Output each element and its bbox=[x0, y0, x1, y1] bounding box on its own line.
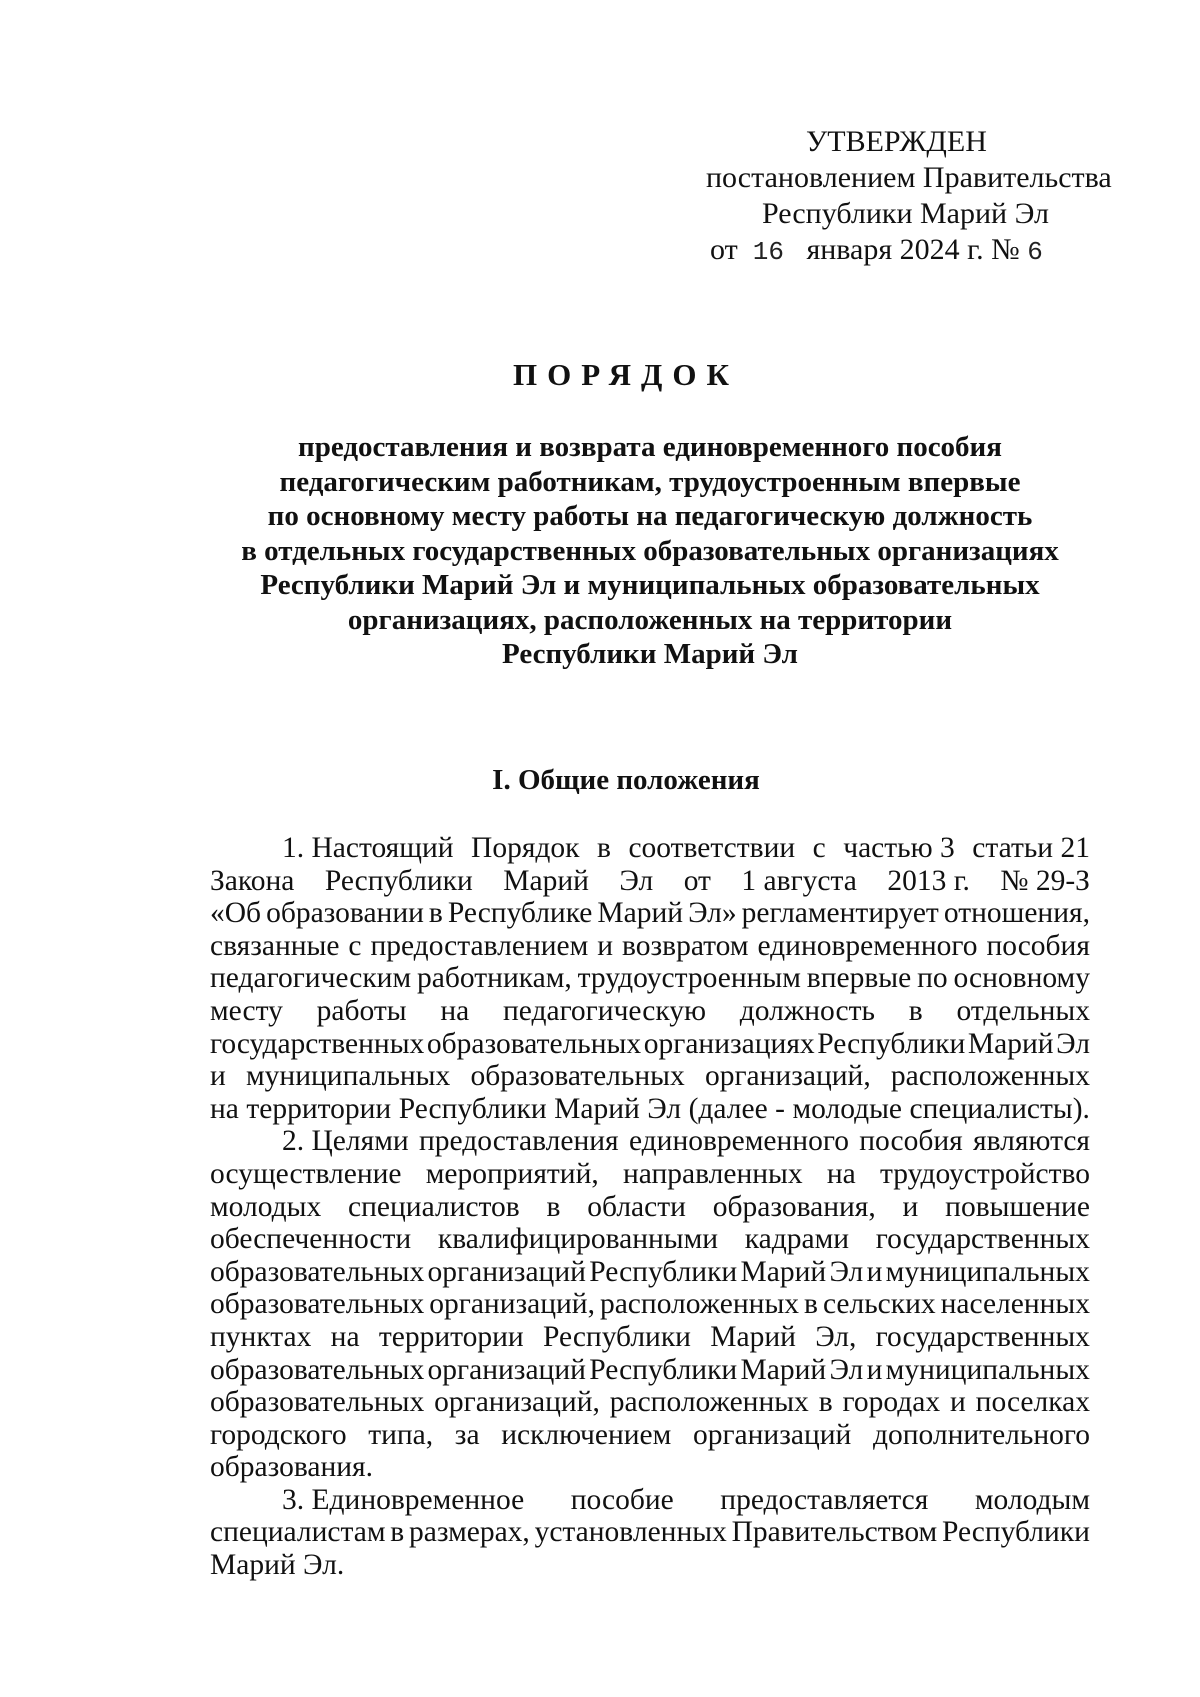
body-word: Эл» bbox=[688, 897, 737, 930]
body-word: пособия bbox=[986, 929, 1090, 962]
body-word: Марий Эл. bbox=[210, 1549, 345, 1582]
body-word: Правительством bbox=[731, 1516, 938, 1549]
body-word: Марий bbox=[597, 897, 684, 930]
body-word: населенных bbox=[940, 1288, 1090, 1321]
body-word: организаций bbox=[427, 1255, 586, 1288]
body-word: специалистам bbox=[210, 1516, 386, 1549]
subtitle-line: в отдельных государственных образовательных организациях bbox=[241, 534, 1059, 567]
body-word: Республики bbox=[941, 1516, 1090, 1549]
body-word: по bbox=[917, 962, 948, 995]
body-word: трудоустроенным bbox=[577, 962, 801, 995]
body-word: направленных bbox=[622, 1157, 803, 1190]
subtitle-line: Республики Марий Эл bbox=[502, 638, 798, 670]
body-word: кадрами bbox=[744, 1223, 850, 1256]
body-line bbox=[210, 1419, 1090, 1452]
body-line bbox=[210, 930, 1090, 963]
body-line bbox=[210, 1191, 1090, 1224]
approval-day: 16 bbox=[752, 237, 784, 267]
body-word: в bbox=[597, 832, 611, 864]
body-word: 1 августа bbox=[741, 864, 857, 897]
body-word: работникам, bbox=[417, 962, 572, 995]
body-word: типа, bbox=[368, 1418, 434, 1451]
body-word: отдельных bbox=[956, 994, 1090, 1027]
body-word: педагогическим bbox=[210, 962, 412, 995]
body-word: повышение bbox=[945, 1190, 1090, 1223]
body-line bbox=[210, 1451, 1090, 1484]
body-word: на bbox=[440, 994, 470, 1027]
approval-heading: УТВЕРЖДЕН bbox=[806, 125, 987, 158]
body-word: Марий bbox=[503, 864, 589, 897]
body-word: образовательных bbox=[426, 1027, 642, 1060]
body-word: и bbox=[866, 1353, 883, 1386]
body-word: установленных bbox=[534, 1516, 727, 1549]
body-word: образовании bbox=[266, 897, 424, 930]
body-word: расположенных bbox=[609, 1386, 809, 1419]
body-line bbox=[210, 1549, 1090, 1582]
body-word: области bbox=[587, 1190, 686, 1223]
body-word: государственных bbox=[875, 1223, 1090, 1256]
body-word: Эл bbox=[619, 864, 654, 897]
body-word: Республики bbox=[398, 1092, 547, 1125]
body-word: - bbox=[775, 1092, 785, 1125]
body-word: Эл bbox=[829, 1353, 864, 1386]
body-word: Марий bbox=[740, 1255, 827, 1288]
body-word: возвратом bbox=[622, 929, 749, 962]
body-word: Эл, bbox=[815, 1320, 857, 1353]
body-word: предоставления bbox=[418, 1125, 619, 1158]
body-word: пособия bbox=[859, 1125, 963, 1158]
document-subtitle bbox=[210, 430, 1090, 672]
body-word: Закона bbox=[210, 864, 295, 897]
body-line bbox=[210, 995, 1090, 1028]
body-word: организаций, bbox=[434, 1386, 600, 1419]
body-line bbox=[210, 962, 1090, 995]
body-line bbox=[210, 1484, 1090, 1517]
body-word: в bbox=[818, 1386, 833, 1419]
subtitle-line: предоставления и возврата единовременного пособия bbox=[298, 431, 1002, 463]
subtitle-line: по основному месту работы на педагогическую должность bbox=[267, 500, 1033, 532]
body-word: Республики bbox=[324, 864, 473, 897]
body-word: территории bbox=[378, 1320, 524, 1353]
body-word: дополнительного bbox=[872, 1418, 1090, 1451]
body-word: образовательных bbox=[210, 1255, 425, 1288]
body-word: расположенных bbox=[890, 1060, 1090, 1093]
body-word: предоставляется bbox=[720, 1483, 929, 1516]
body-word: образования. bbox=[210, 1451, 373, 1484]
body-word: квалифицированными bbox=[437, 1223, 719, 1256]
body-word: частью 3 bbox=[843, 832, 955, 864]
subtitle-line: организациях, расположенных на территории bbox=[347, 603, 953, 636]
body-word: и bbox=[597, 929, 614, 962]
body-line bbox=[210, 1093, 1090, 1126]
body-word: единовременного bbox=[628, 1125, 849, 1158]
body-word: впервые bbox=[806, 962, 912, 995]
body-word: осуществление bbox=[210, 1157, 402, 1190]
body-word: предоставлением bbox=[370, 929, 589, 962]
body-line bbox=[210, 832, 1090, 865]
body-word: Марий bbox=[710, 1320, 796, 1353]
body-word: организациях bbox=[643, 1027, 815, 1060]
body-word: 3. Единовременное bbox=[282, 1483, 525, 1516]
body-line bbox=[210, 897, 1090, 930]
body-word: городского bbox=[210, 1418, 347, 1451]
body-word: специалистов bbox=[348, 1190, 520, 1223]
approval-date-line bbox=[690, 232, 1110, 270]
body-word: образовательных bbox=[210, 1353, 425, 1386]
body-word: образования, bbox=[712, 1190, 876, 1223]
body-word: 2. Целями bbox=[282, 1125, 409, 1158]
section-heading: I. Общие положения bbox=[492, 764, 760, 796]
body-line bbox=[210, 1256, 1090, 1289]
body-line bbox=[210, 865, 1090, 898]
body-word: педагогическую bbox=[502, 994, 707, 1027]
approval-stamp bbox=[690, 124, 1110, 270]
body-line bbox=[210, 1386, 1090, 1419]
body-word: пунктах bbox=[210, 1320, 312, 1353]
body-word: и bbox=[210, 1060, 226, 1093]
body-word: являются bbox=[973, 1125, 1090, 1158]
approval-decree-line: постановлением Правительства bbox=[706, 161, 1112, 194]
body-word: в bbox=[804, 1288, 818, 1321]
body-line bbox=[210, 1288, 1090, 1321]
body-word: муниципальных bbox=[246, 1060, 451, 1093]
body-word: основному bbox=[953, 962, 1090, 995]
body-word: организаций bbox=[427, 1353, 586, 1386]
body-word: и bbox=[950, 1386, 966, 1419]
body-word: организаций bbox=[692, 1418, 852, 1451]
body-word: трудоустройство bbox=[879, 1157, 1090, 1190]
body-text bbox=[210, 832, 1090, 1582]
body-word: единовременного bbox=[757, 929, 978, 962]
body-word: «Об bbox=[210, 897, 262, 930]
body-word: Республики bbox=[589, 1353, 738, 1386]
body-word: организаций, bbox=[704, 1060, 871, 1093]
body-word: соответствии bbox=[628, 832, 796, 864]
body-word: организаций, bbox=[429, 1288, 595, 1321]
body-word: Республики bbox=[589, 1255, 738, 1288]
body-word: Марий bbox=[740, 1353, 827, 1386]
body-word: поселках bbox=[975, 1386, 1090, 1419]
body-word: Республике bbox=[447, 897, 593, 930]
body-word: в bbox=[428, 897, 443, 930]
body-word: и bbox=[902, 1190, 919, 1223]
body-word: Эл bbox=[647, 1092, 682, 1125]
body-word: статьи 21 bbox=[972, 832, 1090, 864]
subtitle-line: педагогическим работникам, трудоустроенным впервые bbox=[279, 465, 1021, 498]
body-word: месту bbox=[210, 994, 283, 1027]
body-word: размерах, bbox=[409, 1516, 530, 1549]
body-word: на bbox=[210, 1092, 239, 1125]
body-word: (далее bbox=[688, 1092, 768, 1125]
body-word: на bbox=[826, 1157, 856, 1190]
body-word: обеспеченности bbox=[210, 1223, 412, 1256]
body-line bbox=[210, 1158, 1090, 1191]
body-word: 2013 г. bbox=[887, 864, 970, 897]
body-word: работы bbox=[316, 994, 407, 1027]
body-word: молодые bbox=[792, 1092, 903, 1125]
body-word: молодым bbox=[974, 1483, 1090, 1516]
body-word: Республики bbox=[817, 1027, 966, 1060]
body-word: в bbox=[390, 1516, 405, 1549]
body-line bbox=[210, 1223, 1090, 1256]
body-word: исключением bbox=[501, 1418, 672, 1451]
body-word: связанные bbox=[210, 929, 340, 962]
body-word: территории bbox=[246, 1092, 392, 1125]
body-word: сельских bbox=[822, 1288, 936, 1321]
body-line bbox=[210, 1516, 1090, 1549]
body-word: на bbox=[330, 1320, 360, 1353]
body-word: с bbox=[812, 832, 826, 864]
body-word: 1. Настоящий bbox=[282, 832, 454, 864]
body-word: молодых bbox=[210, 1190, 322, 1223]
body-word: образовательных bbox=[210, 1288, 425, 1321]
body-line bbox=[210, 1354, 1090, 1387]
body-word: должность bbox=[739, 994, 875, 1027]
body-word: образовательных bbox=[210, 1386, 425, 1419]
body-word: Марий bbox=[967, 1027, 1054, 1060]
body-line bbox=[210, 1125, 1090, 1158]
approval-month-year: января 2024 г. № bbox=[806, 233, 1020, 266]
body-word: мероприятий, bbox=[425, 1157, 599, 1190]
body-word: Марий bbox=[554, 1092, 640, 1125]
body-word: образовательных bbox=[470, 1060, 685, 1093]
body-word: пособие bbox=[570, 1483, 674, 1516]
body-word: государственных bbox=[210, 1027, 425, 1060]
body-word: № 29-З bbox=[1000, 864, 1090, 897]
body-word: отношения, bbox=[943, 897, 1090, 930]
body-word: Эл bbox=[829, 1255, 864, 1288]
approval-number: 6 bbox=[1027, 237, 1043, 267]
body-word: Порядок bbox=[471, 832, 580, 864]
body-word: городах bbox=[842, 1386, 941, 1419]
body-word: расположенных bbox=[599, 1288, 800, 1321]
body-word: в bbox=[546, 1190, 561, 1223]
body-word: муниципальных bbox=[885, 1353, 1090, 1386]
body-word: специалисты). bbox=[909, 1092, 1090, 1125]
approval-republic-line: Республики Марий Эл bbox=[762, 197, 1049, 230]
body-word: Республики bbox=[542, 1320, 691, 1353]
body-word: регламентирует bbox=[741, 897, 939, 930]
approval-from-label: от bbox=[710, 233, 738, 266]
body-line bbox=[210, 1060, 1090, 1093]
body-word: и bbox=[866, 1255, 883, 1288]
body-word: за bbox=[454, 1418, 480, 1451]
body-word: государственных bbox=[875, 1320, 1090, 1353]
body-word: в bbox=[908, 994, 923, 1027]
body-line bbox=[210, 1028, 1090, 1061]
body-line bbox=[210, 1321, 1090, 1354]
subtitle-line: Республики Марий Эл и муниципальных образовательных bbox=[260, 569, 1040, 601]
body-word: муниципальных bbox=[885, 1255, 1090, 1288]
document-title: ПОРЯДОК bbox=[513, 357, 739, 392]
body-word: с bbox=[348, 929, 362, 962]
body-word: Эл bbox=[1056, 1027, 1090, 1060]
body-word: от bbox=[683, 864, 711, 897]
